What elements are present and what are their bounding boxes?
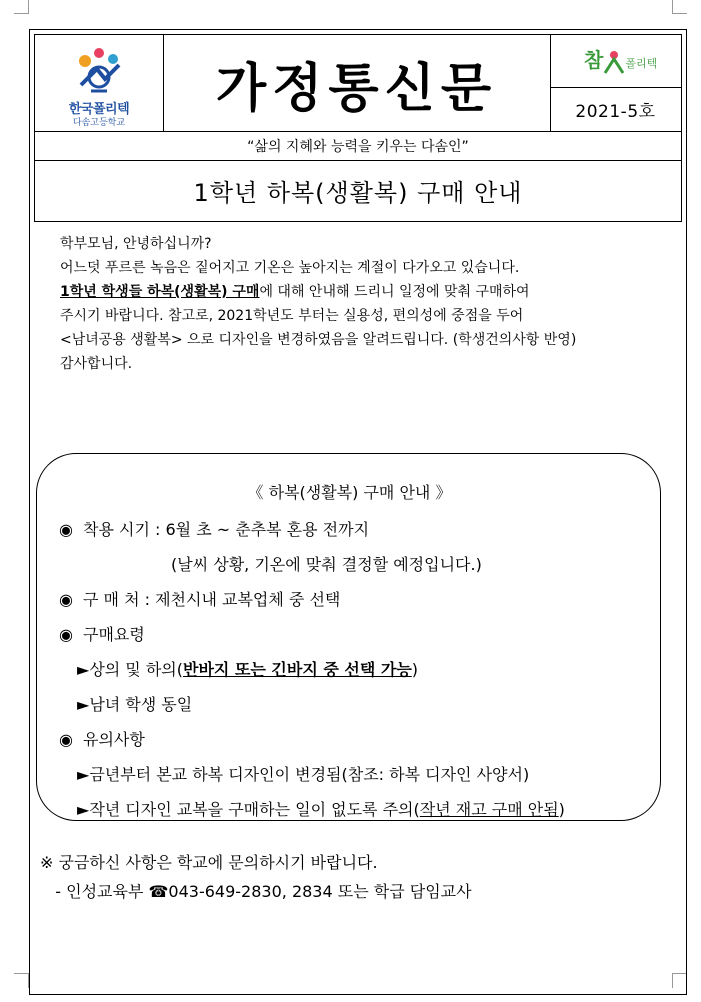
body-line-text: 에 대해 안내해 드리니 일정에 맞춰 구매하여: [259, 284, 530, 300]
body-line: 주시기 바랍니다. 참고로, 2021학년도 부터는 실용성, 편의성에 중점을 두어: [60, 308, 524, 324]
highlight-text: 반바지 또는 긴바지 중 선택 가능: [183, 660, 412, 679]
box-title: 《 하복(생활복) 구매 안내 》: [247, 483, 452, 502]
arrow-icon: ►: [77, 800, 90, 819]
item-text: 유의사항: [83, 730, 145, 749]
bullet-icon: ◉: [59, 590, 73, 609]
body-line: [60, 280, 670, 304]
bullet-icon: ◉: [59, 730, 73, 749]
school-slogan: “삶의 지혜와 능력을 키우는 다솜인”: [35, 131, 681, 161]
letter-footer: [40, 848, 472, 906]
notice-subtitle: 1학년 하복(생활복) 구매 안내: [193, 178, 523, 207]
school-name: 한국폴리텍: [68, 102, 130, 117]
contact-prefix: - 인성교육부: [40, 882, 149, 901]
list-item: [59, 582, 565, 617]
bullet-icon: ◉: [59, 520, 73, 539]
page-corner-mark: [14, 973, 29, 988]
sub-item-text: 남녀 학생 동일: [89, 695, 193, 714]
item-note: (날씨 상황, 기온에 맞춰 결정할 예정입니다.): [171, 555, 482, 574]
body-line: <남녀공용 생활복> 으로 디자인을 변경하였음을 알려드립니다. (학생건의사항 반영): [60, 332, 577, 348]
highlight-text: 1학년 학생들 하복(생활복) 구매: [60, 284, 260, 300]
sub-item-text: ): [558, 800, 565, 819]
contact-info: 043-649-2830, 2834 또는 학급 담임교사: [168, 882, 472, 901]
bullet-icon: ◉: [59, 625, 73, 644]
brand-figure-icon: [603, 49, 625, 75]
page-title: 가정통신문: [215, 58, 498, 119]
body-line: 어느덧 푸르른 녹음은 짙어지고 기온은 높아지는 계절이 다가오고 있습니다.: [60, 260, 520, 276]
phone-icon: ☎: [148, 882, 169, 901]
greeting: 학부모님, 안녕하십니까?: [60, 236, 212, 252]
purchase-info-box: [36, 453, 661, 821]
sub-item-text: 상의 및 하의(: [89, 660, 184, 679]
item-text: 구매요령: [83, 625, 145, 644]
arrow-icon: ►: [77, 695, 90, 714]
list-item: [59, 617, 565, 652]
issue-number: 2021-5호: [575, 101, 656, 122]
page-corner-mark: [672, 0, 687, 14]
page-corner-mark: [14, 0, 29, 14]
list-item: [59, 722, 565, 757]
letter-body: [60, 232, 670, 376]
brand-sub-text: 폴리텍: [625, 57, 658, 70]
box-content: [59, 512, 565, 827]
sub-item: [59, 652, 565, 687]
highlight-text: 작년 재고 구매 안됨: [419, 800, 559, 819]
sub-item-text: 작년 디자인 교복을 구매하는 일이 없도록 주의(: [89, 800, 420, 819]
contact-line: [40, 877, 472, 906]
sub-item-text: ): [411, 660, 419, 679]
arrow-icon: ►: [77, 660, 90, 679]
item-text: 착용 시기 : 6월 초 ~ 춘추복 혼용 전까지: [83, 520, 370, 539]
sub-item: [59, 687, 565, 722]
school-subname: 다솜고등학교: [72, 118, 126, 128]
school-logo-cell: [35, 35, 164, 131]
school-logo-icon: [67, 41, 131, 97]
item-text: 구 매 처 : 제천시내 교복업체 중 선택: [83, 590, 341, 609]
closing: 감사합니다.: [60, 356, 133, 372]
list-item: [59, 512, 565, 547]
sub-item: [59, 792, 565, 827]
letter-header: [34, 34, 682, 222]
arrow-icon: ►: [77, 765, 90, 784]
title-cell: [163, 35, 551, 131]
sub-item-text: 금년부터 본교 하복 디자인이 변경됨(참조: 하복 디자인 사양서): [89, 765, 530, 784]
brand-logo: [584, 44, 657, 75]
brand-cell: [550, 35, 681, 88]
sub-item: [59, 757, 565, 792]
brand-main-text: 참: [584, 48, 604, 72]
inquiry-note: ※ 궁금하신 사항은 학교에 문의하시기 바랍니다.: [40, 853, 378, 872]
